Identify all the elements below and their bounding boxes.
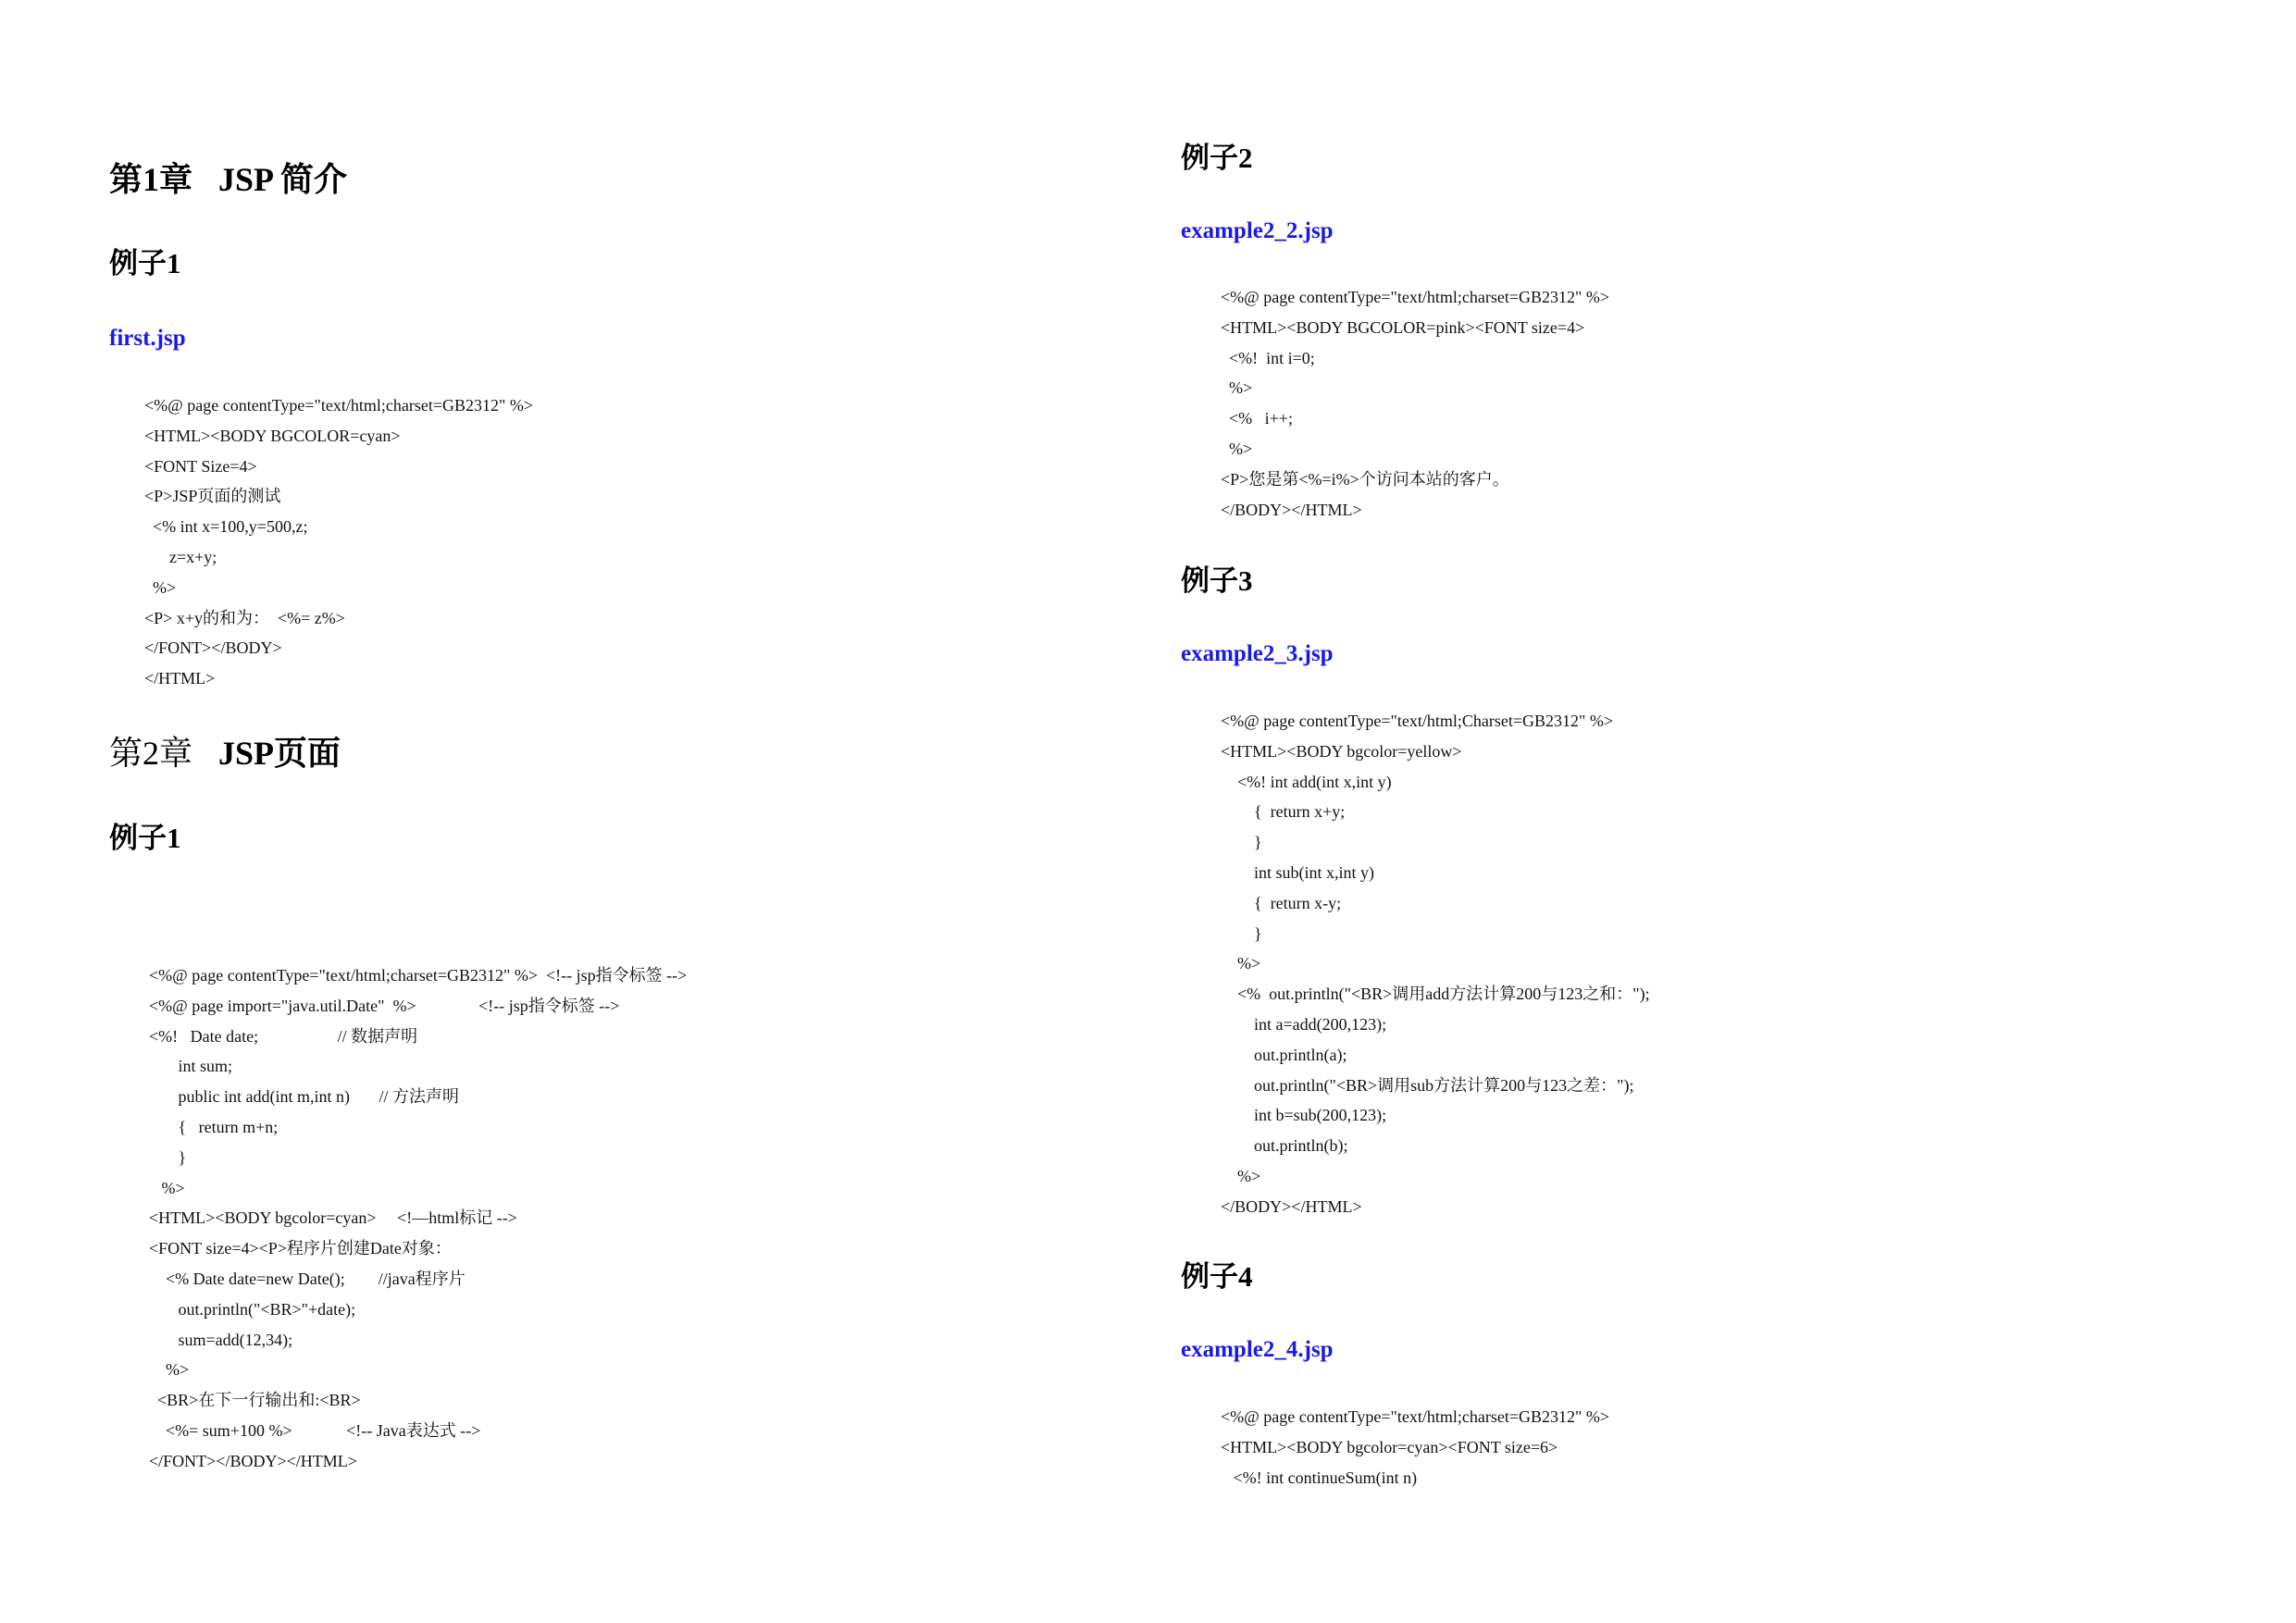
- example-2-heading: 例子2: [1181, 142, 1253, 174]
- code-line: %>: [149, 1178, 185, 1197]
- code-line: <FONT Size=4>: [144, 456, 257, 476]
- example-4-heading: 例子4: [1181, 1260, 1253, 1293]
- code-line: out.println(b);: [1221, 1136, 1348, 1156]
- chapter-2-heading: [109, 727, 341, 774]
- code-line: %>: [1221, 439, 1253, 458]
- code-line: out.println("<BR>"+date);: [149, 1299, 356, 1319]
- code-line: %>: [149, 1360, 190, 1380]
- chapter-2-number: 第2章: [109, 735, 193, 772]
- chapter-1-title: JSP 简介: [218, 161, 348, 198]
- code-line: out.println("<BR>调用sub方法计算200与123之差：");: [1221, 1075, 1634, 1095]
- code-line: %>: [1221, 378, 1253, 398]
- example-4-code: [1221, 1402, 1609, 1493]
- code-line: <HTML><BODY BGCOLOR=pink><FONT size=4>: [1221, 317, 1585, 337]
- code-line: { return x+y;: [1221, 802, 1346, 822]
- code-line: <%! Date date; // 数据声明: [149, 1026, 418, 1046]
- example-4-filename: example2_4.jsp: [1181, 1337, 1334, 1362]
- code-line: <%@ page contentType="text/html;charset=GB2312" %> <!-- jsp指令标签 -->: [149, 966, 688, 985]
- code-line: int sub(int x,int y): [1221, 862, 1374, 882]
- code-line: <%@ page contentType="text/html;charset=GB2312" %>: [1221, 288, 1610, 306]
- code-line: </BODY></HTML>: [1221, 1196, 1362, 1216]
- code-line: <P> x+y的和为： <%= z%>: [144, 608, 345, 627]
- example-2-code: [1221, 282, 1609, 525]
- example-1-code: [144, 390, 533, 694]
- code-line: <HTML><BODY bgcolor=yellow>: [1221, 741, 1462, 761]
- code-line: <%@ page import="java.util.Date" %> <!-- jsp指令标签 -->: [149, 996, 620, 1015]
- code-line: }: [1221, 833, 1262, 852]
- example-3-code: [1221, 706, 1650, 1222]
- code-line: <% Date date=new Date(); //java程序片: [149, 1269, 465, 1288]
- code-line: sum=add(12,34);: [149, 1330, 293, 1349]
- code-line: <% int x=100,y=500,z;: [144, 517, 308, 537]
- code-line: <HTML><BODY bgcolor=cyan> <!—html标记 -->: [149, 1208, 517, 1228]
- code-line: int b=sub(200,123);: [1221, 1106, 1387, 1125]
- code-line: <P>JSP页面的测试: [144, 487, 281, 506]
- example-2-filename: example2_2.jsp: [1181, 218, 1334, 243]
- code-line: <% i++;: [1221, 409, 1293, 428]
- code-line: <%@ page contentType="text/html;Charset=GB2312" %>: [1221, 712, 1614, 730]
- chapter-2-title: JSP页面: [218, 735, 341, 772]
- code-line: </FONT></BODY></HTML>: [149, 1451, 357, 1470]
- code-line: <HTML><BODY BGCOLOR=cyan>: [144, 426, 401, 445]
- code-line: %>: [1221, 954, 1261, 973]
- example-1-heading: 例子1: [109, 247, 181, 279]
- code-line: %>: [144, 577, 177, 597]
- code-line: public int add(int m,int n) // 方法声明: [149, 1087, 459, 1107]
- code-line: <%! int add(int x,int y): [1221, 772, 1392, 791]
- code-line: }: [1221, 923, 1262, 943]
- code-line: out.println(a);: [1221, 1045, 1347, 1064]
- code-line: <P>您是第<%=i%>个访问本站的客户。: [1221, 469, 1509, 489]
- code-line: %>: [1221, 1166, 1261, 1185]
- chapter-2-example-1-code: [149, 960, 687, 1477]
- example-3-heading: 例子3: [1181, 564, 1253, 597]
- code-line: <%@ page contentType="text/html;charset=GB2312" %>: [1221, 1407, 1610, 1426]
- code-line: { return m+n;: [149, 1117, 279, 1136]
- code-line: <HTML><BODY bgcolor=cyan><FONT size=6>: [1221, 1437, 1558, 1456]
- code-line: z=x+y;: [144, 547, 217, 566]
- code-line: }: [149, 1147, 187, 1167]
- example-1-filename: first.jsp: [109, 326, 186, 351]
- code-line: <%@ page contentType="text/html;charset=GB2312" %>: [144, 396, 534, 415]
- code-line: <% out.println("<BR>调用add方法计算200与123之和：");: [1221, 985, 1650, 1004]
- code-line: <FONT size=4><P>程序片创建Date对象：: [149, 1239, 452, 1258]
- code-line: int a=add(200,123);: [1221, 1014, 1387, 1034]
- chapter-2-example-1-heading: 例子1: [109, 822, 181, 854]
- chapter-1-heading: [109, 154, 347, 201]
- chapter-1-number: 第1章: [109, 161, 193, 198]
- code-line: </FONT></BODY>: [144, 638, 282, 658]
- code-line: <BR>在下一行输出和:<BR>: [149, 1391, 361, 1410]
- code-line: { return x-y;: [1221, 893, 1342, 912]
- code-line: int sum;: [149, 1057, 233, 1076]
- example-3-filename: example2_3.jsp: [1181, 641, 1334, 666]
- code-line: <%! int continueSum(int n): [1221, 1468, 1418, 1487]
- code-line: </BODY></HTML>: [1221, 500, 1362, 519]
- code-line: <%! int i=0;: [1221, 348, 1315, 367]
- code-line: <%= sum+100 %> <!-- Java表达式 -->: [149, 1420, 481, 1440]
- code-line: </HTML>: [144, 669, 216, 688]
